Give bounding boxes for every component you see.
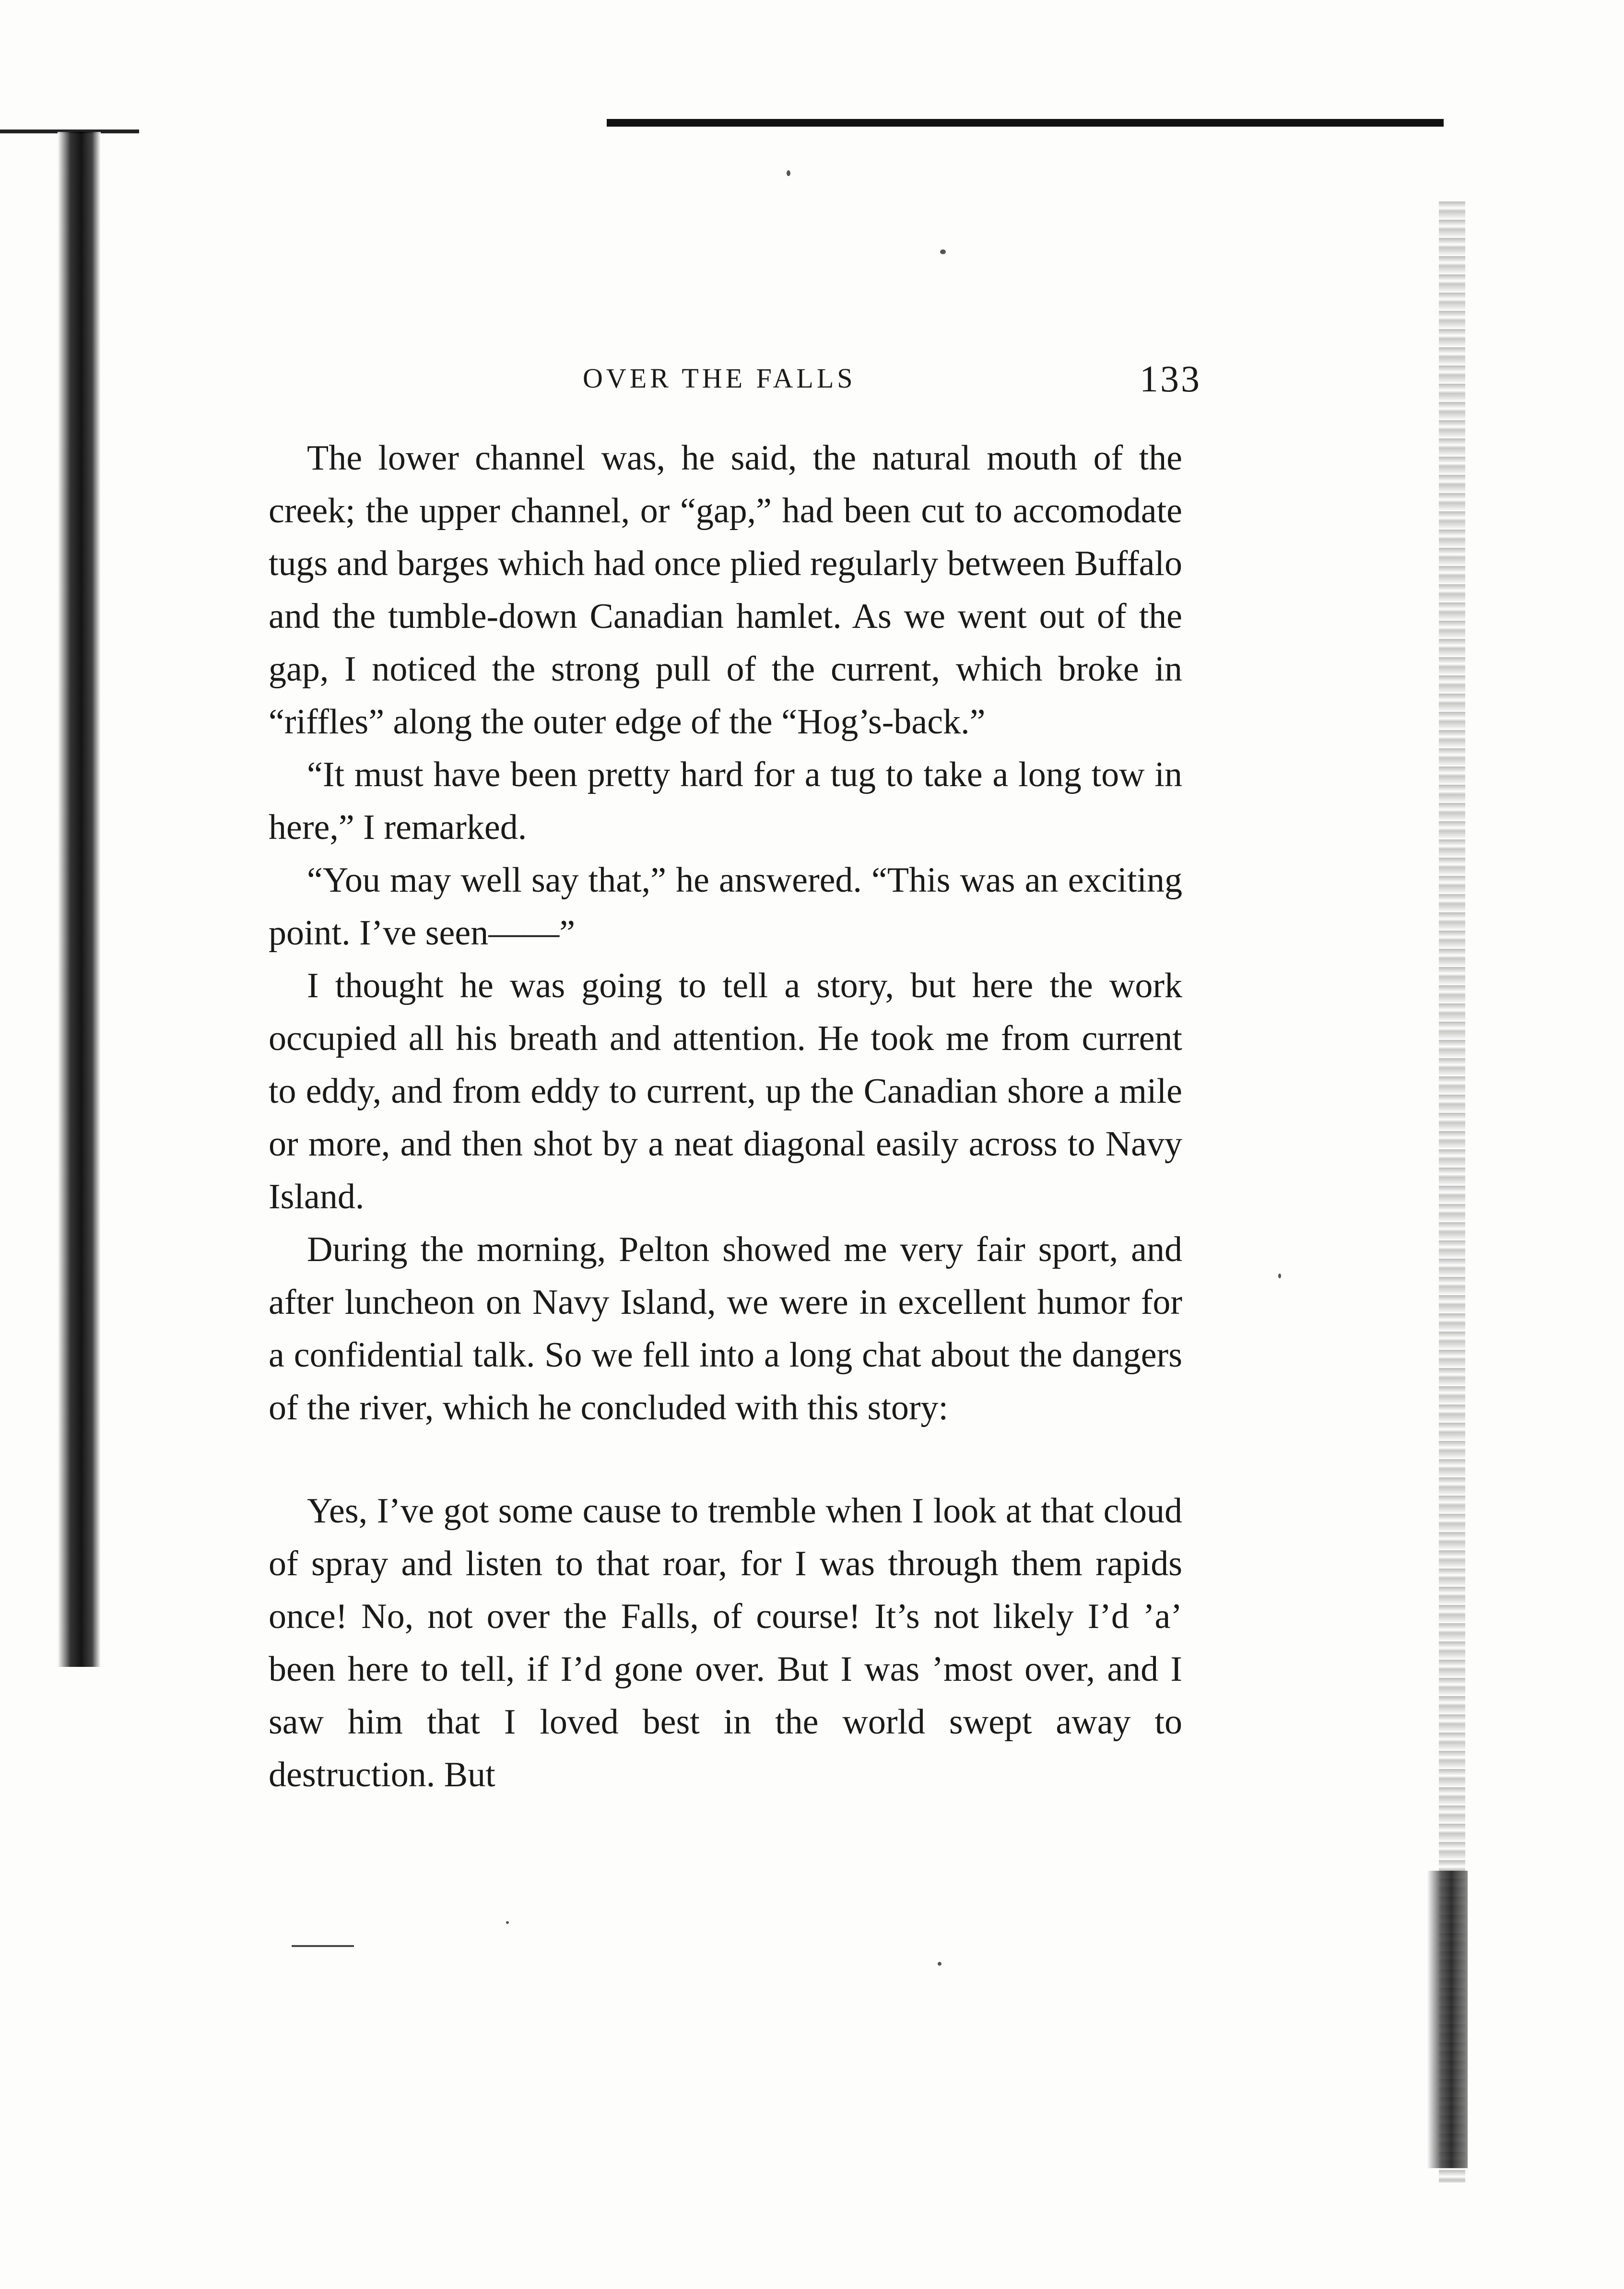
scan-speck (506, 1921, 509, 1924)
section-break (269, 1434, 1182, 1485)
scan-speck (787, 170, 790, 176)
scan-speck (938, 1962, 941, 1966)
paragraph: The lower channel was, he said, the natural mouth of the creek; the upper channel, or “gap,” had been cut to accomodate tugs and barges which had once plied regularly between Buffalo and the tumble-down Canadian hamlet. As we went out of the gap, I noticed the strong pull of the current, which broke in “riffles” along the outer edge of the “Hog’s-back.” (269, 438, 1182, 742)
paragraph: “It must have been pretty hard for a tug to take a long tow in here,” I remarked. (269, 755, 1182, 847)
running-title: OVER THE FALLS (583, 363, 856, 394)
story-paragraph: Yes, I’ve got some cause to tremble when I look at that cloud of spray and listen to that roar, for I was through them rapids once! No, not over the Falls, of course! It’s not likely I’d ’a’ been here to tell, if I’d gone over. But I was ’most over, and I saw him that I loved best in the world swept away to destruction. But (269, 1491, 1182, 1794)
paragraph: I thought he was going to tell a story, but here the work occupied all his breath and attention. He took me from current to eddy, and from eddy to current, up the Canadian shore a mile or more, and then shot by a neat diagonal easily across to Navy Island. (269, 966, 1182, 1216)
scan-speck (940, 249, 946, 254)
page-number: 133 (1140, 358, 1201, 400)
paragraph: “You may well say that,” he answered. “This was an exciting point. I’ve seen——” (269, 861, 1182, 953)
scan-right-edge-shadow (1427, 1871, 1468, 2168)
body-text (269, 432, 1182, 1801)
scan-speck (1278, 1274, 1281, 1278)
scan-bottom-mark (292, 1945, 354, 1947)
running-head (583, 357, 1201, 401)
scan-gutter-shadow (58, 132, 101, 1667)
paragraph: During the morning, Pelton showed me very fair sport, and after luncheon on Navy Island, we were in excellent humor for a confidential talk. So we fell into a long chat about the dangers of the river, which he concluded with this story: (269, 1230, 1182, 1428)
scan-top-rule (607, 119, 1444, 127)
